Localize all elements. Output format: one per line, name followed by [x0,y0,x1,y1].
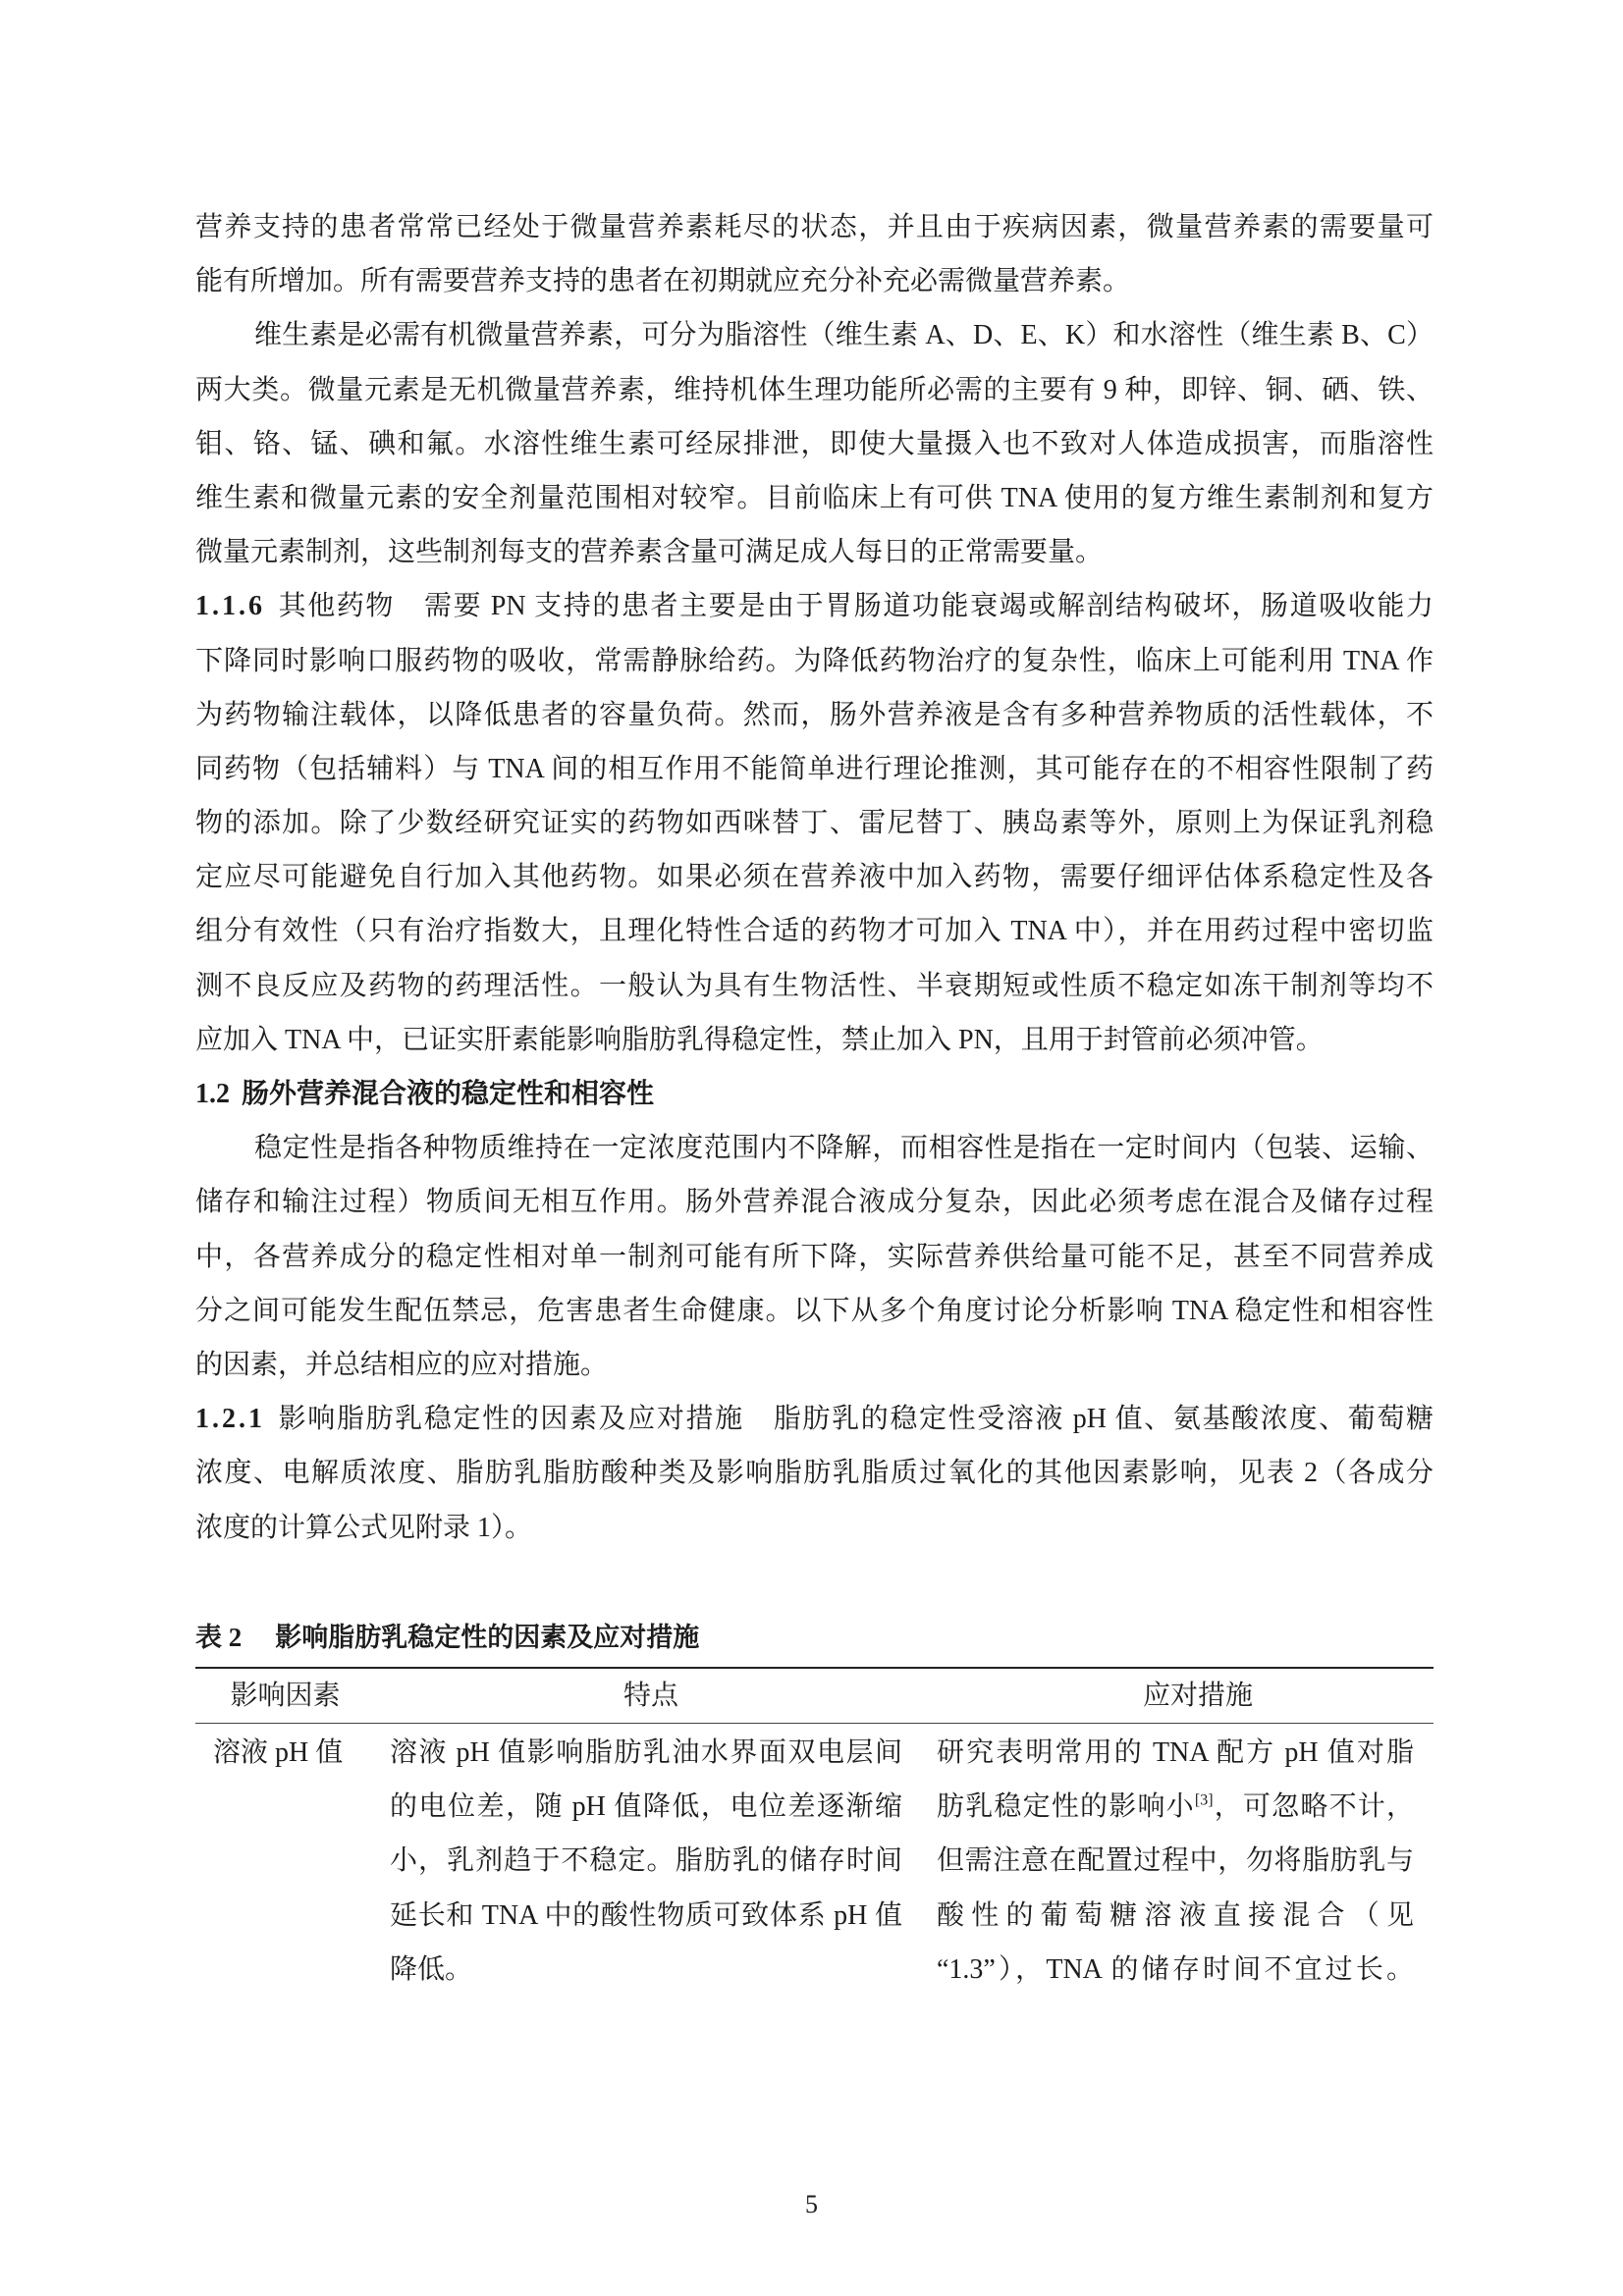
page-number: 5 [805,2190,818,2218]
features-cell [375,1724,927,1997]
paragraph-line: 测不良反应及药物的药理活性。一般认为具有生物活性、半衰期短或性质不稳定如冻干制剂等均不 [195,970,1434,1001]
header-cell-features: 特点 [622,1681,678,1711]
header-cell-factor: 影响因素 [230,1681,341,1711]
paragraph-line: 稳定性是指各种物质维持在一定浓度范围内不降解，而相容性是指在一定时间内（包装、运输、 [254,1133,1434,1164]
paragraph-line: 微量元素制剂，这些制剂每支的营养素含量可满足成人每日的正常需要量。 [195,537,1104,568]
paragraph-line: 浓度的计算公式见附录 1）。 [195,1512,533,1543]
table-row [195,1724,1434,1997]
paragraph-line: 组分有效性（只有治疗指数大，且理化特性合适的药物才可加入 TNA 中），并在用药过程中密切监 [195,916,1434,947]
section-1-2-heading [195,1067,1434,1121]
section-title: 其他药物 [277,591,395,622]
table-caption-title: 影响脂肪乳稳定性的因素及应对措施 [275,1623,700,1652]
paragraph-line: 下降同时影响口服药物的吸收，常需静脉给药。为降低药物治疗的复杂性，临床上可能利用 TNA 作 [195,645,1434,676]
paragraph-line: 的因素，并总结相应的应对措施。 [195,1349,609,1380]
table-header-row [195,1669,1434,1724]
section-1-2-1-first-line [195,1392,1434,1446]
table-caption [195,1611,1434,1665]
table [195,1667,1434,1997]
cell-line: 溶液 pH 值影响脂肪乳油水界面双电层间 [390,1737,902,1768]
paragraph-line: 两大类。微量元素是无机微量营养素，维持机体生理功能所必需的主要有 9 种，即锌、铜、硒、铁、 [195,374,1434,405]
table-caption-number: 表 2 [195,1623,243,1652]
cell-line: 酸性的葡萄糖溶液直接混合（见 [937,1899,1414,1931]
paragraph-line: 维生素是必需有机微量营养素，可分为脂溶性（维生素 A、D、E、K）和水溶性（维生素 B、C） [254,320,1434,351]
section-1-1-6-first-line [195,579,1434,633]
cell-line [937,1780,1414,1834]
paragraph-line: 能有所增加。所有需要营养支持的患者在初期就应充分补充必需微量营养素。 [195,266,1131,297]
paragraph-text: 需要 PN 支持的患者主要是由于胃肠道功能衰竭或解剖结构破坏，肠道吸收能力 [423,591,1434,622]
paragraph-line: 钼、铬、锰、碘和氟。水溶性维生素可经尿排泄，即使大量摄入也不致对人体造成损害，而脂溶性 [195,428,1434,459]
measures-cell [927,1724,1434,1997]
section-number: 1.1.6 [195,591,265,622]
paragraph-line: 维生素和微量元素的安全剂量范围相对较窄。目前临床上有可供 TNA 使用的复方维生素制剂和复方 [195,482,1434,513]
section-title: 影响脂肪乳稳定性的因素及应对措施 [277,1404,744,1435]
section-title: 肠外营养混合液的稳定性和相容性 [242,1079,655,1109]
cell-line: 的电位差，随 pH 值降低，电位差逐渐缩 [390,1791,902,1823]
citation-reference: [3] [1194,1791,1214,1809]
paragraph-line: 物的添加。除了少数经研究证实的药物如西咪替丁、雷尼替丁、胰岛素等外，原则上为保证乳剂稳 [195,808,1434,839]
cell-line: 溶液 pH 值 [213,1737,344,1768]
section-number: 1.2.1 [195,1404,265,1435]
body-text [195,200,1434,1555]
paragraph-text: 脂肪乳的稳定性受溶液 pH 值、氨基酸浓度、葡萄糖 [773,1404,1434,1435]
cell-line: 研究表明常用的 TNA 配方 pH 值对脂 [937,1737,1414,1768]
paragraph-line: 营养支持的患者常常已经处于微量营养素耗尽的状态，并且由于疾病因素，微量营养素的需要量可 [195,212,1434,242]
paragraph-line: 定应尽可能避免自行加入其他药物。如果必须在营养液中加入药物，需要仔细评估体系稳定性及各 [195,862,1434,893]
section-number: 1.2 [195,1079,230,1109]
paragraph-line: 应加入 TNA 中，已证实肝素能影响脂肪乳得稳定性，禁止加入 PN，且用于封管前必须冲管。 [195,1024,1324,1055]
cell-text: 肪乳稳定性的影响小 [937,1791,1195,1823]
paragraph-line: 分之间可能发生配伍禁忌，危害患者生命健康。以下从多个角度讨论分析影响 TNA 稳定性和相容性 [195,1295,1434,1326]
paragraph-line: 为药物输注载体，以降低患者的容量负荷。然而，肠外营养液是含有多种营养物质的活性载体，不 [195,699,1434,730]
paragraph-line: 同药物（包括辅料）与 TNA 间的相互作用不能简单进行理论推测，其可能存在的不相容性限制了药 [195,753,1434,784]
paragraph-line: 中，各营养成分的稳定性相对单一制剂可能有所下降，实际营养供给量可能不足，甚至不同营养成 [195,1241,1434,1272]
cell-line: 小，乳剂趋于不稳定。脂肪乳的储存时间 [390,1845,902,1877]
cell-text: ，可忽略不计， [1213,1791,1414,1823]
cell-line: 但需注意在配置过程中，勿将脂肪乳与 [937,1845,1414,1877]
cell-line: 降低。 [390,1953,473,1985]
paragraph-line: 储存和输注过程）物质间无相互作用。肠外营养混合液成分复杂，因此必须考虑在混合及储存过程 [195,1187,1434,1218]
cell-line: “1.3”），TNA 的储存时间不宜过长。 [937,1953,1414,1985]
factor-cell [195,1724,375,1997]
paragraph-line: 浓度、电解质浓度、脂肪乳脂肪酸种类及影响脂肪乳脂质过氧化的其他因素影响，见表 2（各成分 [195,1458,1434,1489]
cell-line: 延长和 TNA 中的酸性物质可致体系 pH 值 [390,1899,902,1931]
header-cell-measures: 应对措施 [1142,1681,1253,1711]
